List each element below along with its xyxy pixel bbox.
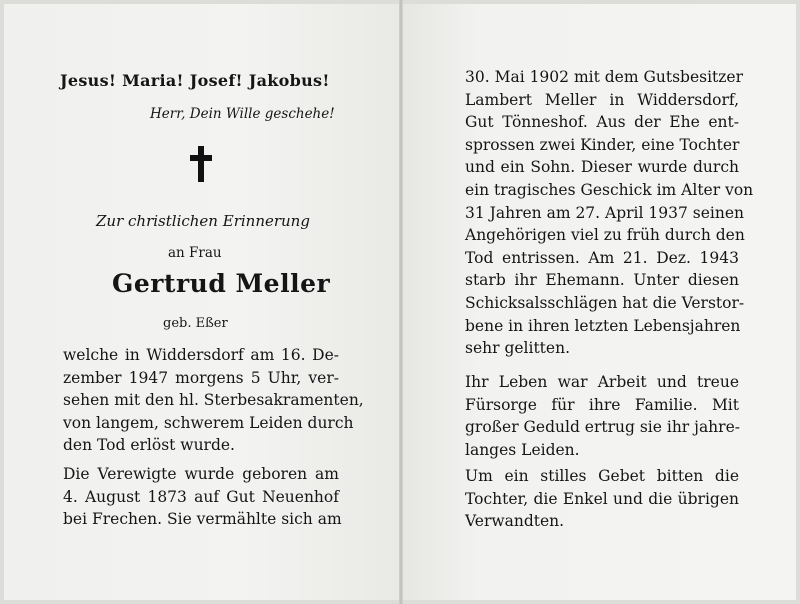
- text-line: Schicksalsschlägen hat die Verstor-: [465, 293, 745, 312]
- text-line: Die Verewigte wurde geboren am: [63, 465, 339, 483]
- text-line: 30. Mai 1902 mit dem Gutsbesitzer: [465, 68, 744, 86]
- text-line: 31 Jahren am 27. April 1937 seinen: [465, 203, 744, 222]
- an-frau-line: an Frau: [168, 245, 222, 261]
- text-line: bene in ihren letzten Lebensjahren: [465, 316, 741, 335]
- left-paragraph-2: [63, 463, 342, 531]
- right-paragraph-3: [465, 465, 739, 533]
- text-line: Gut Tönneshof. Aus der Ehe ent-: [465, 113, 739, 132]
- text-line: von langem, schwerem Leiden durch: [63, 413, 354, 432]
- left-paragraph-1: [63, 344, 364, 457]
- text-line: Lambert Meller in Widdersdorf,: [465, 90, 739, 109]
- text-line: sprossen zwei Kinder, eine Tochter: [465, 135, 740, 154]
- text-line: sehr gelitten.: [465, 339, 570, 358]
- invocation-heading: Jesus! Maria! Josef! Jakobus!: [60, 71, 330, 90]
- text-line: großer Geduld ertrug sie ihr jahre-: [465, 418, 740, 437]
- text-line: zember 1947 morgens 5 Uhr, ver-: [63, 368, 339, 387]
- latin-cross-icon: [190, 146, 212, 182]
- text-line: welche in Widdersdorf am 16. De-: [63, 346, 339, 364]
- deceased-name: Gertrud Meller: [112, 269, 331, 298]
- text-line: Verwandten.: [465, 512, 565, 531]
- text-line: und ein Sohn. Dieser wurde durch: [465, 158, 739, 177]
- text-line: ein tragisches Geschick im Alter von: [465, 180, 754, 199]
- text-line: 4. August 1873 auf Gut Neuenhof: [63, 487, 339, 506]
- text-line: bei Frechen. Sie vermählte sich am: [63, 510, 342, 529]
- text-line: langes Leiden.: [465, 440, 580, 459]
- right-paragraph-1: [465, 66, 754, 360]
- text-line: sehen mit den hl. Sterbesakramenten,: [63, 391, 364, 410]
- memory-line: Zur christlichen Erinnerung: [96, 212, 310, 230]
- motto-line: Herr, Dein Wille geschehe!: [150, 106, 335, 122]
- birth-name: geb. Eßer: [163, 316, 228, 331]
- text-line: Fürsorge für ihre Familie. Mit: [465, 395, 739, 414]
- card-fold: [399, 0, 403, 604]
- text-line: Angehörigen viel zu früh durch den: [465, 226, 745, 245]
- right-paragraph-2: [465, 371, 739, 461]
- text-line: starb ihr Ehemann. Unter diesen: [465, 271, 739, 290]
- text-line: Ihr Leben war Arbeit und treue: [465, 373, 739, 391]
- text-line: Tod entrissen. Am 21. Dez. 1943: [465, 248, 739, 267]
- text-line: Tochter, die Enkel und die übrigen: [465, 489, 739, 508]
- text-line: Um ein stilles Gebet bitten die: [465, 467, 739, 485]
- text-line: den Tod erlöst wurde.: [63, 436, 235, 455]
